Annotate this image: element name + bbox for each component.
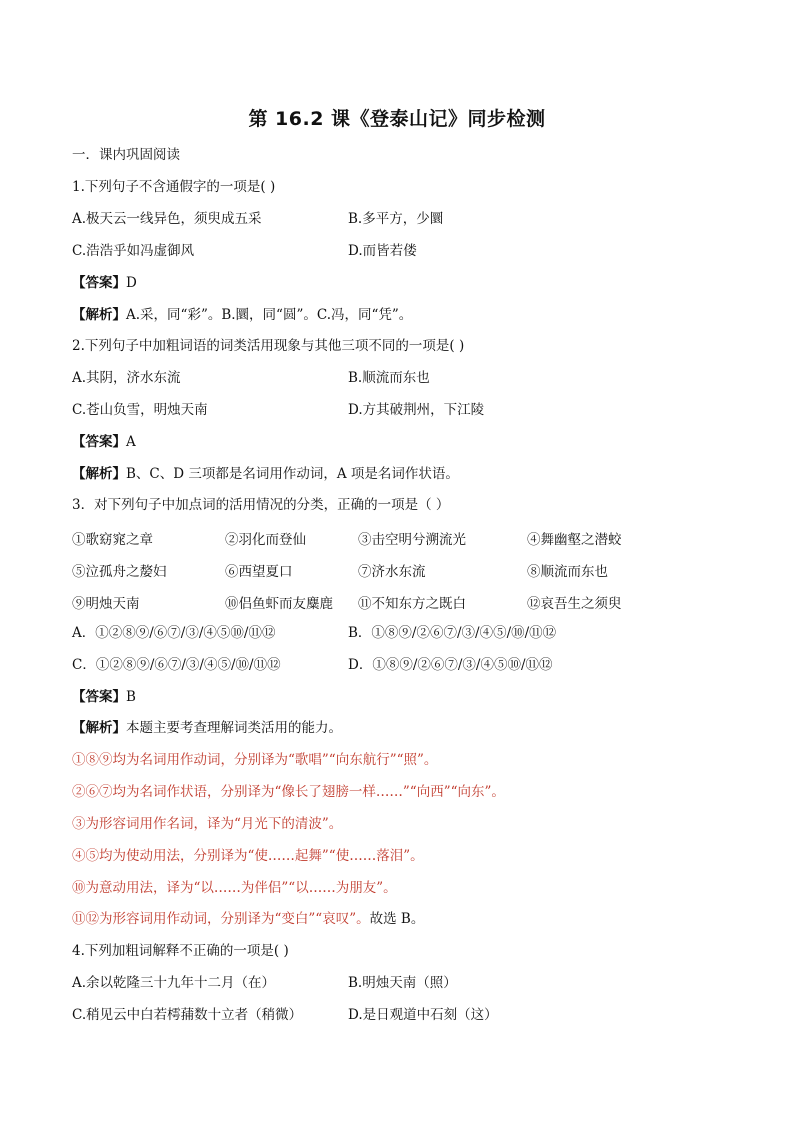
sentence-item: ⑪不知东方之既白 [358, 596, 466, 612]
analysis-detail: ⑩为意动用法，译为“以……为伴侣”“以……为朋友”。 [72, 880, 397, 896]
question-1-option-c: C.浩浩乎如冯虚御风 [72, 243, 195, 259]
question-4-option-a: A.余以乾隆三十九年十二月（在） [72, 975, 276, 991]
analysis-detail-red: ⑪⑫为形容词用作动词，分别译为“变白”“哀叹”。 [72, 911, 370, 927]
question-3-option-c: C．①②⑧⑨/⑥⑦/③/④⑤/⑩/⑪⑫ [72, 657, 281, 673]
answer-value: B [126, 689, 136, 705]
sentence-item: ①歌窈窕之章 [72, 532, 153, 548]
sentence-item: ⑦济水东流 [358, 564, 426, 580]
question-3-option-b: B．①⑧⑨/②⑥⑦/③/④⑤/⑩/⑪⑫ [348, 625, 557, 641]
question-3-stem: 3．对下列句子中加点词的活用情况的分类，正确的一项是（ ） [72, 497, 450, 513]
question-1-analysis [72, 306, 412, 324]
question-3-answer [72, 688, 136, 706]
sentence-item: ④舞幽壑之潜蛟 [527, 532, 622, 548]
question-2-answer [72, 433, 136, 451]
analysis-text: A.采，同“彩”。B.圜，同“圆”。C.冯，同“凭”。 [126, 307, 413, 323]
analysis-detail: ①⑧⑨均为名词用作动词，分别译为“歌唱”“向东航行”“照”。 [72, 752, 438, 768]
analysis-detail-final [72, 910, 424, 928]
analysis-detail: ④⑤均为使动用法，分别译为“使……起舞”“使……落泪”。 [72, 848, 424, 864]
analysis-label: 【解析】 [72, 307, 126, 323]
answer-value: A [126, 434, 136, 450]
sentence-item: ②羽化而登仙 [225, 532, 306, 548]
answer-label: 【答案】 [72, 275, 126, 291]
question-2-option-d: D.方其破荆州，下江陵 [348, 402, 485, 418]
section-heading: 一．课内巩固阅读 [72, 147, 180, 163]
sentence-item: ⑨明烛天南 [72, 596, 140, 612]
question-2-analysis [72, 465, 459, 483]
analysis-conclusion: 故选 B。 [369, 911, 425, 927]
question-4-option-b: B.明烛天南（照） [348, 975, 457, 991]
sentence-item: ⑫哀吾生之须臾 [527, 596, 622, 612]
sentence-item: ⑩侣鱼虾而友麋鹿 [225, 596, 333, 612]
analysis-label: 【解析】 [72, 720, 126, 736]
analysis-detail: ②⑥⑦均为名词作状语，分别译为“像长了翅膀一样……”“向西”“向东”。 [72, 784, 505, 800]
question-3-option-a: A．①②⑧⑨/⑥⑦/③/④⑤⑩/⑪⑫ [72, 625, 276, 641]
question-2-option-c: C.苍山负雪，明烛天南 [72, 402, 208, 418]
question-1-option-a: A.极天云一线异色，须臾成五采 [72, 211, 262, 227]
answer-label: 【答案】 [72, 434, 126, 450]
question-4-stem: 4.下列加粗词解释不正确的一项是( ) [72, 943, 289, 959]
answer-label: 【答案】 [72, 689, 126, 705]
question-1-stem: 1.下列句子不含通假字的一项是( ) [72, 179, 276, 195]
question-2-option-b: B.顺流而东也 [348, 370, 430, 386]
question-3-option-d: D．①⑧⑨/②⑥⑦/③/④⑤⑩/⑪⑫ [348, 657, 553, 673]
analysis-label: 【解析】 [72, 466, 126, 482]
question-1-option-d: D.而皆若偻 [348, 243, 417, 259]
sentence-item: ⑧顺流而东也 [527, 564, 608, 580]
question-2-stem: 2.下列句子中加粗词语的词类活用现象与其他三项不同的一项是( ) [72, 338, 465, 354]
question-3-analysis [72, 719, 342, 737]
answer-value: D [126, 275, 137, 291]
sentence-item: ⑥西望夏口 [225, 564, 293, 580]
question-1-answer [72, 274, 137, 292]
page-title: 第 16.2 课《登泰山记》同步检测 [248, 108, 546, 130]
analysis-detail: ③为形容词用作名词，译为“月光下的清波”。 [72, 816, 343, 832]
question-4-option-c: C.稍见云中白若樗蒱数十立者（稍微） [72, 1007, 303, 1023]
analysis-text: 本题主要考查理解词类活用的能力。 [126, 720, 342, 736]
question-4-option-d: D.是日观道中石刻（这） [348, 1007, 498, 1023]
question-2-option-a: A.其阴，济水东流 [72, 370, 181, 386]
question-1-option-b: B.多平方，少圜 [348, 211, 444, 227]
sentence-item: ⑤泣孤舟之嫠妇 [72, 564, 167, 580]
analysis-text: B、C、D 三项都是名词用作动词，A 项是名词作状语。 [126, 466, 459, 482]
sentence-item: ③击空明兮溯流光 [358, 532, 466, 548]
